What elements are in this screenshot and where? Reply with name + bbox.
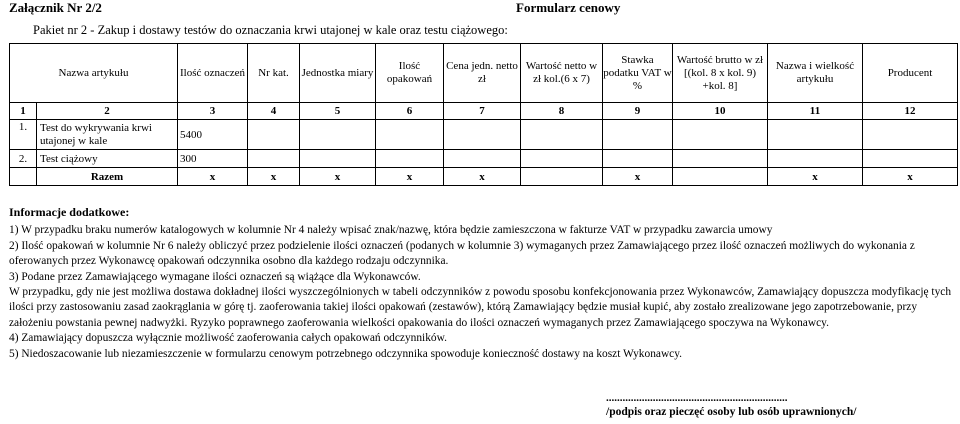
summary-label: Razem	[37, 168, 178, 186]
cell-vat[interactable]	[603, 120, 673, 150]
package-title: Pakiet nr 2 - Zakup i dostawy testów do oznaczania krwi utajonej w kale oraz testu ciążowego:	[33, 23, 508, 37]
summary-net-total[interactable]	[521, 168, 603, 186]
form-title: Formularz cenowy	[516, 0, 621, 15]
additional-info	[9, 205, 954, 362]
col-number: 12	[863, 103, 958, 120]
summary-x: x	[603, 168, 673, 186]
col-header-unit-price: Cena jedn. netto zł	[444, 44, 521, 103]
cell-catno[interactable]	[248, 150, 300, 168]
col-number: 10	[673, 103, 768, 120]
summary-x: x	[444, 168, 521, 186]
cell-unit-price[interactable]	[444, 150, 521, 168]
cell-gross-value[interactable]	[673, 120, 768, 150]
cell-article-name[interactable]	[768, 120, 863, 150]
cell-net-value[interactable]	[521, 150, 603, 168]
col-number: 8	[521, 103, 603, 120]
col-header-gross-value: Wartość brutto w zł [(kol. 8 x kol. 9) +kol. 8]	[673, 44, 768, 103]
column-number-row	[10, 103, 958, 120]
summary-x: x	[768, 168, 863, 186]
table-row	[10, 150, 958, 168]
col-number: 11	[768, 103, 863, 120]
row-qty: 300	[178, 150, 248, 168]
col-header-packs: Ilość opakowań	[376, 44, 444, 103]
summary-gross-total[interactable]	[673, 168, 768, 186]
summary-x: x	[178, 168, 248, 186]
row-qty: 5400	[178, 120, 248, 150]
table-row	[10, 120, 958, 150]
header-row	[10, 44, 958, 103]
col-header-producer: Producent	[863, 44, 958, 103]
info-paragraph-1: 1) W przypadku braku numerów katalogowych w kolumnie Nr 4 należy wpisać znak/nazwę, która będzie zamieszczona w fakturze VAT w przypadku zawarcia umowy	[9, 224, 773, 237]
info-paragraph-2: 2) Ilość opakowań w kolumnie Nr 6 należy obliczyć przez podzielenie ilości oznaczeń (podanych w kolumnie 3) wymaganych przez Zamawiającego przez ilość oznaczeń możliwych do wykonania z oferowanych przez Wykonawcę opakowań odczynnika osobno dla każdego rodzaju odczynnika.	[9, 239, 915, 268]
info-paragraph-3: 3) Podane przez Zamawiającego wymagane ilości oznaczeń są wiążące dla Wykonawców.	[9, 270, 421, 283]
col-number: 6	[376, 103, 444, 120]
cell-unit[interactable]	[300, 150, 376, 168]
summary-row	[10, 168, 958, 186]
price-table	[9, 43, 958, 186]
signature-line: ..................................................................	[606, 392, 788, 404]
col-header-vat: Stawka podatku VAT w %	[603, 44, 673, 103]
col-number: 5	[300, 103, 376, 120]
col-header-qty: Ilość oznaczeń	[178, 44, 248, 103]
summary-x: x	[376, 168, 444, 186]
cell-net-value[interactable]	[521, 120, 603, 150]
col-header-name: Nazwa artykułu	[10, 44, 178, 103]
summary-x: x	[248, 168, 300, 186]
cell-unit-price[interactable]	[444, 120, 521, 150]
row-lp: 2.	[10, 150, 37, 168]
cell-gross-value[interactable]	[673, 150, 768, 168]
col-number: 3	[178, 103, 248, 120]
cell-catno[interactable]	[248, 120, 300, 150]
cell-packs[interactable]	[376, 120, 444, 150]
info-paragraph-5: 4) Zamawiający dopuszcza wyłącznie możliwość zaoferowania całych opakowań odczynników.	[9, 332, 447, 345]
summary-x: x	[300, 168, 376, 186]
row-article-name: Test do wykrywania krwi utajonej w kale	[37, 120, 178, 150]
attachment-label: Załącznik Nr 2/2	[9, 0, 102, 15]
cell-vat[interactable]	[603, 150, 673, 168]
signature-label: /podpis oraz pieczęć osoby lub osób uprawnionych/	[606, 406, 857, 418]
cell-unit[interactable]	[300, 120, 376, 150]
cell-producer[interactable]	[863, 120, 958, 150]
col-header-catno: Nr kat.	[248, 44, 300, 103]
info-paragraph-4: W przypadku, gdy nie jest możliwa dostawa dokładnej ilości wyszczególnionych w tabeli odczynników z powodu sposobu konfekcjonowania przez Wykonawców, Zamawiający dopuszcza modyfikację tych ilości przy zastosowaniu zasad zaokrąglania w górę tj. zaoferowania takiej ilości opakowań (zestawów), którą Zamawiający będzie musiał kupić, aby zostało zrealizowane jego zapotrzebowanie, przy założeniu powstania pewnej nadwyżki. Ryzyko poprawnego zaoferowania wielkości opakowania do ilości oznaczeń wymaganych przez Zamawiającego spoczywa na Wykonawcy.	[9, 286, 952, 329]
cell-packs[interactable]	[376, 150, 444, 168]
cell-article-name[interactable]	[768, 150, 863, 168]
summary-x: x	[863, 168, 958, 186]
row-lp: 1.	[10, 120, 37, 150]
col-number: 2	[37, 103, 178, 120]
row-article-name: Test ciążowy	[37, 150, 178, 168]
cell-producer[interactable]	[863, 150, 958, 168]
info-title: Informacje dodatkowe:	[9, 205, 130, 219]
col-number: 7	[444, 103, 521, 120]
col-number: 9	[603, 103, 673, 120]
col-number: 1	[10, 103, 37, 120]
col-header-net-value: Wartość netto w zł kol.(6 x 7)	[521, 44, 603, 103]
col-number: 4	[248, 103, 300, 120]
col-header-unit: Jednostka miary	[300, 44, 376, 103]
col-header-article-name: Nazwa i wielkość artykułu	[768, 44, 863, 103]
info-paragraph-6: 5) Niedoszacowanie lub niezamieszczenie w formularzu cenowym potrzebnego odczynnika spowoduje konieczność dostawy na koszt Wykonawcy.	[9, 347, 683, 360]
